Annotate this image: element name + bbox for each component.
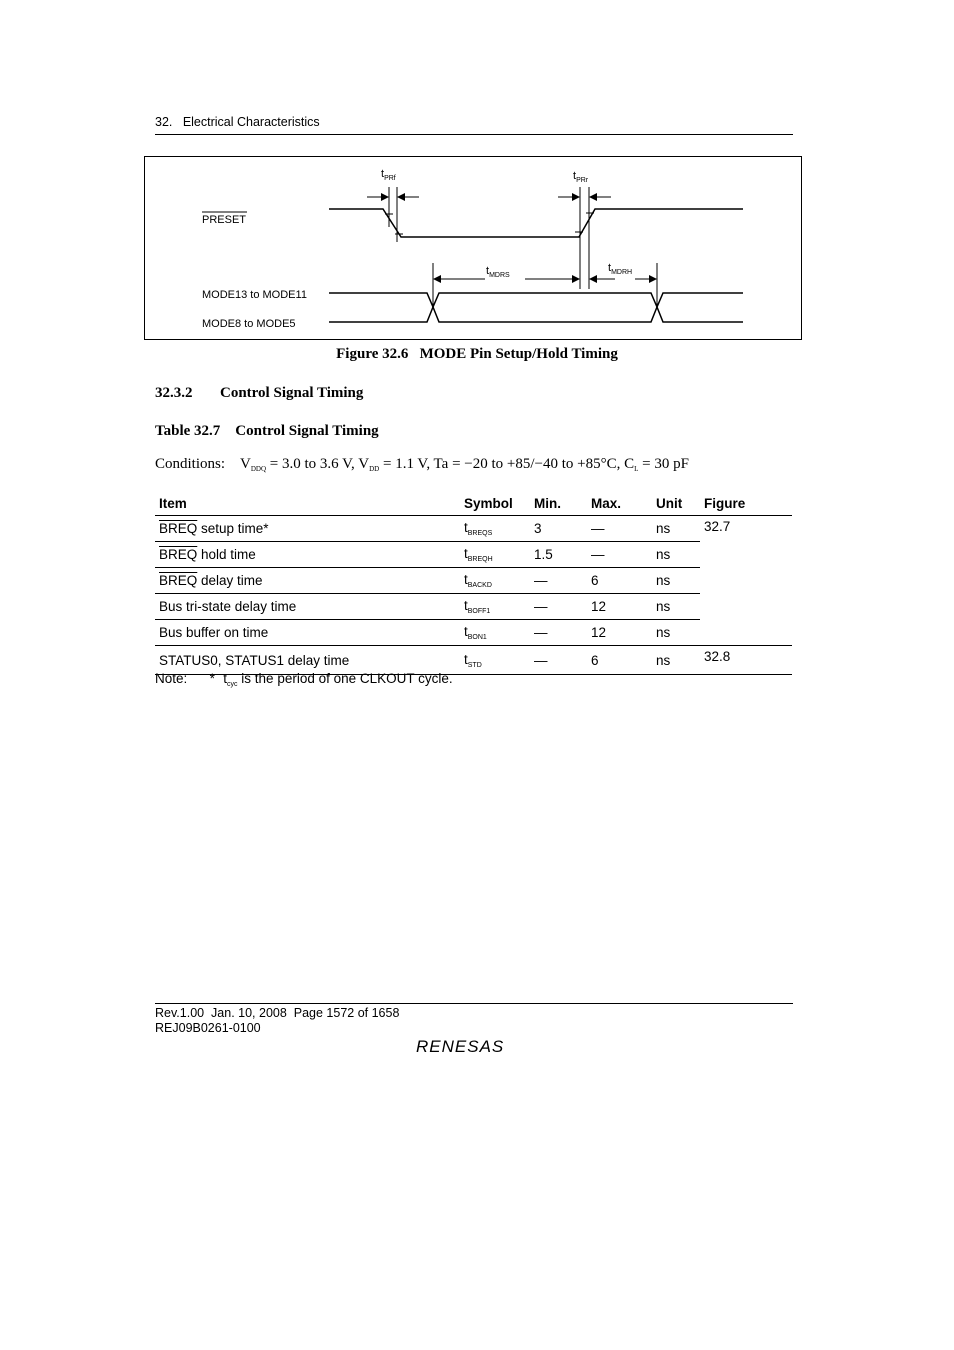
footer-document-number: REJ09B0261-0100 bbox=[155, 1021, 261, 1035]
cell-item bbox=[155, 542, 460, 568]
cell-min: — bbox=[530, 594, 587, 620]
cell-unit: ns bbox=[652, 568, 700, 594]
cell-unit: ns bbox=[652, 542, 700, 568]
cell-unit: ns bbox=[652, 594, 700, 620]
label-tprr: $t_{PRr}$ bbox=[573, 170, 589, 184]
cell-figure: 32.7 bbox=[700, 516, 792, 646]
header-max: Max. bbox=[587, 491, 652, 516]
header-figure: Figure bbox=[700, 491, 792, 516]
section-heading bbox=[155, 385, 363, 402]
symbol-sub: BREQH bbox=[467, 556, 493, 563]
item-text: delay time bbox=[197, 573, 263, 588]
table-row bbox=[155, 568, 792, 594]
cell-max: 12 bbox=[587, 620, 652, 646]
item-overline-text: BREQ bbox=[159, 547, 198, 562]
cell-max: — bbox=[587, 516, 652, 542]
mode-high-waveform-top bbox=[329, 293, 743, 307]
cell-item bbox=[155, 516, 460, 542]
symbol-base: t bbox=[464, 520, 468, 535]
conditions-part1: = 3.0 to 3.6 V, V bbox=[266, 456, 370, 472]
cell-max: 6 bbox=[587, 568, 652, 594]
table-row bbox=[155, 542, 792, 568]
label-tmdrs: $t_{MDRS}$ bbox=[486, 265, 510, 279]
cell-symbol bbox=[460, 542, 530, 568]
note-text: is the period of one CLKOUT cycle. bbox=[237, 671, 453, 686]
cell-symbol bbox=[460, 568, 530, 594]
note-sub: cyc bbox=[227, 681, 238, 688]
logo-text: RENESAS bbox=[416, 1037, 505, 1056]
symbol-sub: BREQS bbox=[467, 530, 493, 537]
table-row bbox=[155, 594, 792, 620]
conditions-part2: = 1.1 V, Ta = −20 to +85/−40 to +85°C, C bbox=[379, 456, 635, 472]
item-overline-text: BREQ bbox=[159, 521, 198, 536]
cell-min: — bbox=[530, 568, 587, 594]
cell-symbol bbox=[460, 620, 530, 646]
item-text: hold time bbox=[197, 547, 256, 562]
conditions-cl-sub: L bbox=[634, 465, 639, 473]
cell-min: — bbox=[530, 646, 587, 675]
conditions-label: Conditions: bbox=[155, 456, 226, 472]
header-item: Item bbox=[155, 491, 460, 516]
table-conditions bbox=[155, 456, 689, 473]
header-unit: Unit bbox=[652, 491, 700, 516]
table-note bbox=[155, 671, 453, 688]
mode-high-waveform-bottom bbox=[329, 307, 743, 322]
cell-unit: ns bbox=[652, 516, 700, 542]
cell-min: 3 bbox=[530, 516, 587, 542]
item-overline-text: BREQ bbox=[159, 573, 198, 588]
note-t: t bbox=[223, 671, 228, 686]
symbol-base: t bbox=[464, 624, 468, 639]
header-title: Electrical Characteristics bbox=[182, 115, 320, 129]
footer-revision: Rev.1.00 Jan. 10, 2008 Page 1572 of 1658 bbox=[155, 1006, 400, 1020]
renesas-logo-graphic bbox=[414, 1036, 534, 1056]
symbol-base: t bbox=[464, 598, 468, 613]
symbol-base: t bbox=[464, 651, 468, 667]
cell-unit: ns bbox=[652, 646, 700, 675]
timing-diagram bbox=[145, 157, 801, 339]
cell-symbol bbox=[460, 516, 530, 542]
cell-max: — bbox=[587, 542, 652, 568]
symbol-sub: BACKD bbox=[467, 582, 492, 589]
symbol-sub: STD bbox=[467, 661, 482, 669]
renesas-logo bbox=[414, 1036, 534, 1061]
header-rule bbox=[155, 134, 793, 135]
table-row bbox=[155, 516, 792, 542]
header-min: Min. bbox=[530, 491, 587, 516]
header-section-number: 32. bbox=[155, 115, 173, 129]
conditions-vddq-sub: DDQ bbox=[250, 465, 267, 473]
cell-min: — bbox=[530, 620, 587, 646]
timing-diagram-frame bbox=[144, 156, 802, 340]
section-title: Control Signal Timing bbox=[220, 385, 364, 401]
note-label: Note: bbox=[155, 671, 188, 686]
cell-max: 12 bbox=[587, 594, 652, 620]
conditions-v: V bbox=[240, 456, 251, 472]
signal-label-mode-high: MODE13 to MODE11 bbox=[202, 289, 307, 301]
control-signal-timing-table bbox=[155, 491, 792, 675]
symbol-sub: BOFF1 bbox=[467, 608, 491, 615]
table-row bbox=[155, 620, 792, 646]
symbol-base: t bbox=[464, 546, 468, 561]
table-header-row bbox=[155, 491, 792, 516]
cell-item: Bus tri-state delay time bbox=[155, 594, 460, 620]
note-mark: * bbox=[209, 671, 215, 686]
cell-max: 6 bbox=[587, 646, 652, 675]
label-tprf: $t_{PRf}$ bbox=[381, 168, 396, 182]
cell-figure: 32.8 bbox=[700, 646, 792, 675]
item-note-mark: * bbox=[263, 521, 269, 536]
cell-item: STATUS0, STATUS1 delay time bbox=[155, 646, 460, 675]
conditions-vdd-sub: DD bbox=[369, 465, 380, 473]
conditions-part3: = 30 pF bbox=[638, 456, 689, 472]
cell-symbol bbox=[460, 594, 530, 620]
symbol-base: t bbox=[464, 572, 468, 587]
label-tmdrh: $t_{MDRH}$ bbox=[608, 262, 633, 276]
running-header bbox=[155, 115, 320, 129]
footer-rule bbox=[155, 1003, 793, 1004]
header-symbol: Symbol bbox=[460, 491, 530, 516]
item-text: setup time bbox=[197, 521, 264, 536]
cell-item: Bus buffer on time bbox=[155, 620, 460, 646]
signal-label-mode-low: MODE8 to MODE5 bbox=[202, 318, 296, 330]
cell-unit: ns bbox=[652, 620, 700, 646]
figure-caption: Figure 32.6 MODE Pin Setup/Hold Timing bbox=[336, 346, 618, 362]
symbol-sub: BON1 bbox=[467, 634, 487, 641]
preset-waveform bbox=[329, 209, 743, 237]
table-title: Table 32.7 Control Signal Timing bbox=[155, 423, 379, 439]
section-number: 32.3.2 bbox=[155, 385, 193, 401]
signal-label-preset: PRESET bbox=[202, 214, 247, 226]
cell-min: 1.5 bbox=[530, 542, 587, 568]
cell-symbol bbox=[460, 646, 530, 675]
cell-item bbox=[155, 568, 460, 594]
